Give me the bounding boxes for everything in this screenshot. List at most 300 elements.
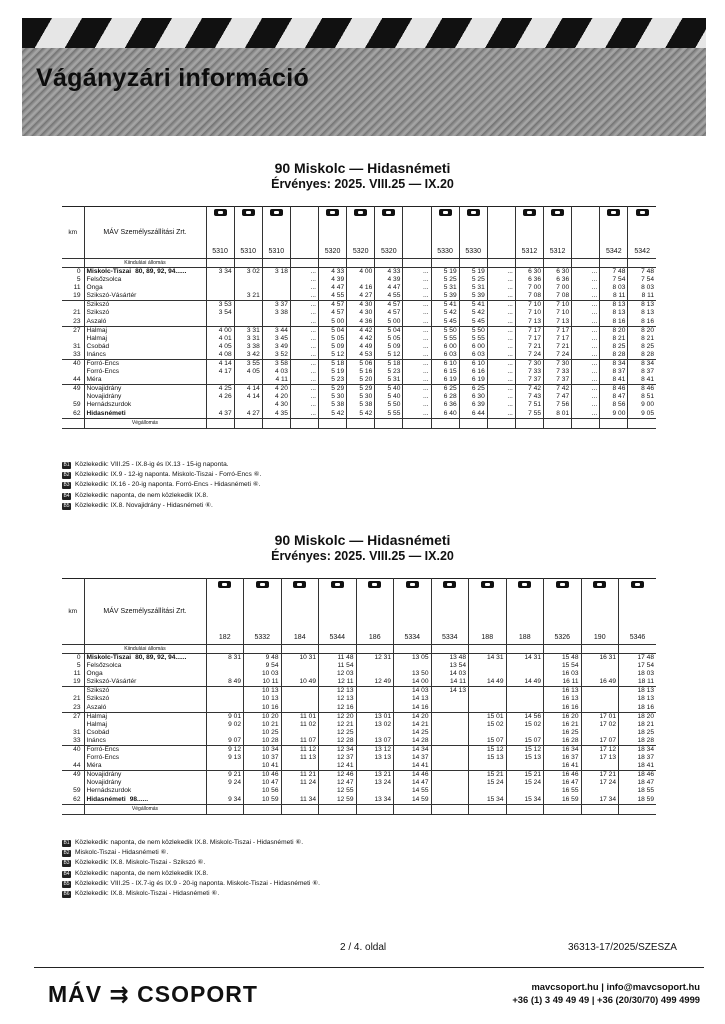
km-header: km [62,579,84,645]
train-column-header [206,207,234,259]
time-cell: 5 39 [431,292,459,301]
time-cell: ... [487,359,515,368]
time-cell: 10 31 [281,654,319,663]
station-name-text: Novajidrány [86,393,122,401]
time-cell: 17 21 [581,771,619,780]
train-column-header [515,207,543,259]
station-name-text: Novajidrány [86,385,122,393]
time-cell: 18 37 [619,754,657,762]
train-header-cell [509,579,542,644]
note-item [62,858,320,868]
table-row [62,712,656,721]
time-cell [262,318,290,327]
time-cell: 13 48 [431,654,469,663]
time-cell: ... [572,343,600,351]
train-number: 5342 [606,248,622,255]
station-name-text: Felsőzsolca [86,276,122,284]
time-cell: 16 47 [544,779,582,787]
time-cell: 7 33 [544,368,572,376]
time-cell [206,376,234,385]
time-cell: 4 14 [206,359,234,368]
km-cell: 44 [73,762,81,770]
time-cell: 5 29 [347,385,375,394]
note-text: Közlekedik: VIII.25 - IX.8-ig és IX.13 - 15-ig naponta. [75,461,229,468]
time-cell: 5 55 [431,335,459,343]
time-cell: 17 02 [581,721,619,729]
time-cell: 4 49 [347,343,375,351]
station-name [84,687,206,696]
time-cell: 8 13 [628,301,656,310]
train-header-cell [518,207,541,258]
time-cell: 18 41 [619,762,657,771]
train-number: 5312 [521,248,538,255]
blank-cell [206,645,244,654]
time-cell: 16 21 [544,721,582,729]
time-cell: 16 16 [544,704,582,713]
blank-cell [281,804,319,814]
timetable-1 [62,206,656,429]
time-cell [431,704,469,713]
blank-cell [431,645,469,654]
time-cell [262,276,290,284]
table-row [62,276,656,284]
section2-title: 90 Miskolc — Hidasnémeti [274,532,451,548]
time-cell: 8 37 [600,368,628,376]
time-cell: ... [403,359,431,368]
time-cell: 5 16 [347,368,375,376]
time-cell: 3 53 [206,301,234,310]
time-cell: 4 57 [375,309,403,317]
time-cell: 8 47 [600,393,628,401]
time-cell: 8 51 [628,393,656,401]
time-cell: 17 34 [581,796,619,805]
time-cell: 13 12 [356,745,394,754]
time-cell: 12 41 [319,762,357,771]
station-name-text: Szikszó-Vásártér [86,292,137,300]
km-cell: 11 [73,670,81,678]
time-cell: 18 25 [619,729,657,737]
table-row [62,704,656,713]
time-cell: 4 16 [347,284,375,292]
time-cell: 14 37 [394,754,432,762]
train-icon [270,209,283,216]
time-cell [206,318,234,327]
time-cell [469,787,507,795]
train-number: 5334 [404,634,421,641]
station-name [84,745,206,754]
train-number: 5330 [437,248,453,255]
page-title: Vágányzári információ [36,64,310,92]
time-cell: 5 04 [375,326,403,335]
blank-cell [619,804,657,814]
train-number: 5312 [549,248,566,255]
blank-cell [206,259,234,268]
time-cell: ... [403,292,431,301]
station-name [84,779,206,787]
train-number: 5310 [240,248,256,255]
time-cell [206,787,244,795]
km-cell [62,721,84,729]
time-cell: 14 31 [469,654,507,663]
train-icon [218,581,231,588]
time-cell: 9 05 [628,410,656,419]
time-cell: 8 25 [628,343,656,351]
time-cell: 14 20 [394,712,432,721]
time-cell: 9 07 [206,737,244,746]
train-column-header [459,207,487,259]
time-cell: 12 31 [356,654,394,663]
time-cell: 4 20 [262,393,290,401]
time-cell: 18 13 [619,687,657,696]
time-cell: 15 21 [506,771,544,780]
blank-cell [506,645,544,654]
time-cell: 7 42 [515,385,543,394]
blank-cell [244,645,282,654]
time-cell: 11 12 [281,745,319,754]
time-cell [469,729,507,737]
train-icon [481,581,494,588]
train-number: 5342 [634,248,650,255]
train-number: 5310 [212,248,228,255]
time-cell: ... [403,410,431,419]
time-cell: 6 30 [459,393,487,401]
time-cell: ... [487,368,515,376]
time-cell: 4 26 [206,393,234,401]
time-cell: 14 03 [394,687,432,696]
time-cell: 7 21 [544,343,572,351]
station-name-text: Csobád [86,728,110,736]
train-header-cell [630,207,654,258]
time-cell: 12 03 [319,670,357,678]
time-cell: 16 28 [544,737,582,746]
time-cell: 16 34 [544,745,582,754]
train-number: 5320 [381,248,397,255]
section1-title: 90 Miskolc — Hidasnémeti [274,160,451,176]
table-row [62,678,656,687]
time-cell: 5 12 [375,351,403,360]
time-cell: 10 49 [281,678,319,687]
time-cell: ... [290,401,318,409]
time-cell [431,721,469,729]
table-row [62,268,656,277]
time-cell: 14 47 [394,779,432,787]
time-cell: 7 17 [515,335,543,343]
time-cell: ... [572,401,600,409]
time-cell: 11 24 [281,779,319,787]
time-cell: 14 46 [394,771,432,780]
time-cell: 5 25 [459,276,487,284]
time-cell: ... [572,301,600,310]
time-cell: 15 34 [506,796,544,805]
train-number: 188 [518,634,531,641]
table-row [62,318,656,327]
time-cell: 8 16 [600,318,628,327]
time-cell: 8 46 [628,385,656,394]
time-cell: 18 59 [619,796,657,805]
time-cell: 15 21 [469,771,507,780]
km-cell [62,335,84,343]
time-cell: 5 09 [375,343,403,351]
train-column-header [600,207,628,259]
table-row [62,326,656,335]
train-column-header [628,207,656,259]
blank-cell [459,418,487,428]
note-badge-icon: B6 [63,891,70,898]
station-name [84,729,206,737]
time-cell: 8 41 [628,376,656,385]
time-cell: 8 34 [628,359,656,368]
train-icon [607,209,620,216]
company-header: MÁV Személyszállítási Zrt. [84,579,206,645]
time-cell: 6 36 [431,401,459,409]
table-row [62,662,656,670]
station-name [84,796,206,805]
time-cell: 3 45 [262,335,290,343]
time-cell: 8 11 [600,292,628,301]
time-cell: 6 00 [431,343,459,351]
km-cell [62,779,84,787]
time-cell: 5 55 [459,335,487,343]
note-item [62,460,261,470]
time-cell: 18 21 [619,721,657,729]
time-cell: 15 54 [544,662,582,670]
time-cell [431,779,469,787]
time-cell: 4 57 [319,301,347,310]
time-cell [356,762,394,771]
time-cell: ... [290,393,318,401]
time-cell [206,687,244,696]
time-cell: 12 37 [319,754,357,762]
time-cell [469,762,507,771]
blank-cell [234,259,262,268]
time-cell: 16 41 [544,762,582,771]
table-row [62,292,656,301]
time-cell: 4 42 [347,326,375,335]
time-cell: 10 46 [244,771,282,780]
blank-cell [290,259,318,268]
km-cell: 23 [73,317,81,325]
train-column-header [319,207,347,259]
train-column-header [544,579,582,645]
time-cell [281,729,319,737]
time-cell: 13 54 [431,662,469,670]
warning-stripes [22,18,706,48]
time-cell: 5 45 [431,318,459,327]
time-cell: ... [290,276,318,284]
blank-cell [62,259,84,268]
km-cell: 31 [73,342,81,350]
time-cell: 6 36 [515,276,543,284]
time-cell: 15 07 [469,737,507,746]
time-cell: 6 25 [459,385,487,394]
time-cell: 5 31 [431,284,459,292]
blank-cell [319,259,347,268]
time-cell: 12 55 [319,787,357,795]
time-cell: 12 11 [319,678,357,687]
time-cell: 7 00 [544,284,572,292]
blank-cell [431,418,459,428]
station-name-text: Szikszó [86,301,110,309]
time-cell: ... [572,359,600,368]
time-cell: 12 21 [319,721,357,729]
station-name [84,695,206,703]
station-connections: 80, 89, 92, 94...... [135,654,187,661]
station-name-text: Novajidrány [86,771,122,779]
time-cell: 5 04 [319,326,347,335]
time-cell: 14 55 [394,787,432,795]
blank-cell [356,804,394,814]
table-row [62,385,656,394]
table-row [62,762,656,771]
time-cell: 4 11 [262,376,290,385]
time-cell: 7 37 [515,376,543,385]
time-cell: 4 53 [347,351,375,360]
train-icon [523,209,536,216]
table-row [62,687,656,696]
time-cell [431,754,469,762]
train-column-header [469,579,507,645]
time-cell: 12 59 [319,796,357,805]
time-cell [206,762,244,771]
time-cell: ... [290,376,318,385]
time-cell: ... [487,326,515,335]
station-name-text: Halmaj [86,712,108,720]
table-row [62,745,656,754]
blank-cell [262,418,290,428]
train-icon [467,209,480,216]
note-badge-icon: B2 [63,850,70,857]
time-cell: 17 48 [619,654,657,663]
train-number: 5310 [268,248,285,255]
train-number: 5320 [324,248,341,255]
time-cell: 4 37 [206,410,234,419]
train-icon [636,209,649,216]
time-cell: 15 12 [469,745,507,754]
time-cell [206,704,244,713]
blank-cell [600,259,628,268]
time-cell: 7 47 [544,393,572,401]
time-cell: 5 23 [319,376,347,385]
time-cell [469,687,507,696]
note-badge-icon: B4 [63,492,70,499]
time-cell: 16 13 [544,687,582,696]
time-cell: 15 48 [544,654,582,663]
table-row [62,284,656,292]
blank-cell [459,259,487,268]
time-cell: 14 34 [394,745,432,754]
note-item [62,491,261,501]
time-cell: ... [572,376,600,385]
time-cell: 15 12 [506,745,544,754]
time-cell: ... [572,385,600,394]
time-cell: 3 37 [262,301,290,310]
time-cell [281,704,319,713]
time-cell [431,737,469,746]
time-cell: ... [290,318,318,327]
station-name [84,385,206,394]
time-cell: 13 34 [356,796,394,805]
time-cell [234,309,262,317]
time-cell: 16 46 [544,771,582,780]
time-cell: ... [572,335,600,343]
time-cell: 5 40 [375,385,403,394]
train-column-header [581,579,619,645]
time-cell: ... [487,268,515,277]
time-cell: 4 30 [262,401,290,409]
time-cell: 11 13 [281,754,319,762]
time-cell: 18 20 [619,712,657,721]
station-name-text: Szikszó [86,695,110,703]
station-name [84,721,206,729]
time-cell: 3 34 [206,268,234,277]
station-name-text: Forró-Encs [86,359,120,367]
time-cell: 15 24 [506,779,544,787]
time-cell: 5 41 [431,301,459,310]
note-text: Közlekedik: IX.9 - 12-ig naponta. Miskolc-Tiszai - Forró-Encs ⑥. [75,471,262,479]
time-cell: 7 24 [544,351,572,360]
time-cell: 4 36 [347,318,375,327]
time-cell: 8 49 [206,678,244,687]
blank-cell [319,645,357,654]
blank-cell [431,259,459,268]
time-cell: ... [572,368,600,376]
spacer-column [403,207,431,259]
time-cell: 8 41 [600,376,628,385]
note-text: Közlekedik: IX.8. Miskolc-Tiszai - Hidasnémeti ⑥. [75,890,220,898]
time-cell: 4 25 [206,385,234,394]
blank-cell [431,804,469,814]
time-cell [431,729,469,737]
km-header: km [62,207,84,259]
table-row [62,309,656,317]
time-cell: 5 00 [319,318,347,327]
note-text: Közlekedik: naponta, de nem közlekedik IX.8. [75,869,209,877]
station-name [84,309,206,317]
km-cell: 40 [62,745,84,754]
time-cell: 14 59 [394,796,432,805]
time-cell: 10 11 [244,678,282,687]
blank-cell [375,418,403,428]
time-cell: 7 21 [515,343,543,351]
station-name-text: Halmaj [86,720,108,728]
time-cell: 8 01 [544,410,572,419]
km-cell: 44 [73,376,81,384]
km-cell: 21 [73,309,81,317]
station-name [84,284,206,292]
train-header-cell [209,207,232,258]
time-cell: 5 55 [375,410,403,419]
time-cell: 14 28 [394,737,432,746]
time-cell: 5 05 [375,335,403,343]
time-cell: 4 17 [206,368,234,376]
train-column-header [206,579,244,645]
note-item [62,480,261,490]
train-number: 5346 [629,634,646,641]
time-cell [206,662,244,670]
time-cell: 14 41 [394,762,432,771]
km-cell: 62 [73,409,81,417]
table-row [62,654,656,663]
time-cell: 5 39 [459,292,487,301]
station-name [84,712,206,721]
table-row [62,695,656,703]
time-cell: ... [487,309,515,317]
time-cell: 9 00 [600,410,628,419]
table-row [62,359,656,368]
time-cell: 17 24 [581,779,619,787]
time-cell: 5 42 [431,309,459,317]
train-icon [331,581,344,588]
